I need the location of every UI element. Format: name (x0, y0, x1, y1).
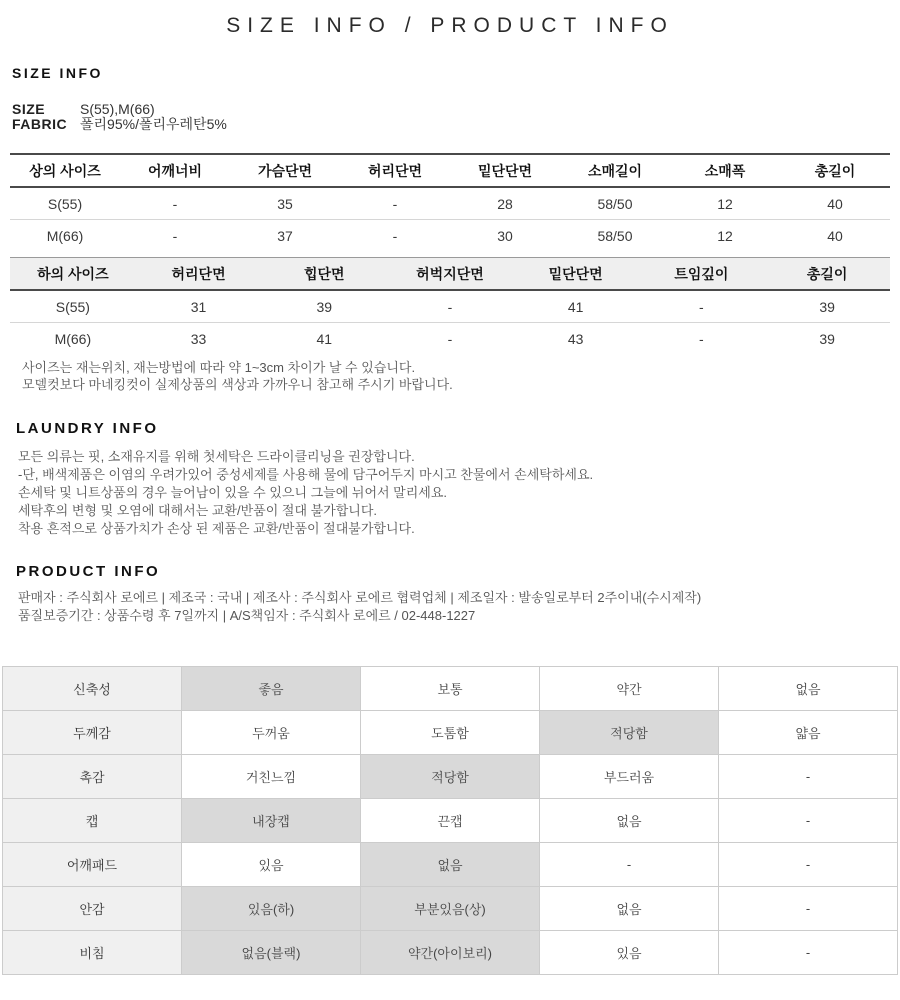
attribute-option: 두꺼움 (182, 711, 361, 755)
size-table-cell: 12 (670, 187, 780, 220)
laundry-info-text (18, 448, 900, 538)
size-table-cell: 30 (497, 227, 513, 244)
attribute-option: - (719, 887, 898, 931)
size-table-cell: 39 (764, 290, 890, 323)
fabric-value: 폴리95%/폴리우레탄5% (80, 116, 227, 132)
text-line: 손세탁 및 니트상품의 경우 늘어남이 있을 수 있으니 그늘에 뉘어서 말리세요. (18, 485, 448, 500)
text-line: 판매자 : 주식회사 로에르 | 제조국 : 국내 | 제조사 : 주식회사 로에르 협력업체 | 제조일자 : 발송일로부터 2주이내(수시제작) (18, 590, 702, 605)
size-table-cell: 33 (190, 330, 207, 347)
attribute-row (3, 799, 898, 843)
attribute-option-selected: 적당함 (361, 755, 540, 799)
size-table-cell: 28 (450, 187, 560, 220)
size-label: SIZE (12, 101, 46, 117)
attribute-option: - (719, 755, 898, 799)
size-table-cell: 41 (316, 330, 333, 347)
attribute-option: 없음 (719, 667, 898, 711)
size-table-cell: 41 (513, 290, 639, 323)
size-table-cell: - (172, 227, 178, 244)
size-table-cell: 39 (261, 290, 387, 323)
attribute-row (3, 711, 898, 755)
attribute-label: 캡 (3, 799, 182, 843)
size-table-cell: 31 (136, 290, 262, 323)
attribute-option-selected: 부분있음(상) (361, 887, 540, 931)
attribute-label: 촉감 (3, 755, 182, 799)
size-table-header-cell: 상의 사이즈 (10, 154, 120, 187)
size-table-cell: 40 (827, 227, 843, 244)
size-table-cell: - (699, 330, 704, 347)
size-table-cell: 39 (819, 330, 835, 347)
size-table-header-cell: 소매폭 (670, 154, 780, 187)
attribute-option: - (540, 843, 719, 887)
size-table-header-cell: 가슴단면 (230, 154, 340, 187)
attribute-row (3, 887, 898, 931)
attribute-label: 안감 (3, 887, 182, 931)
size-table-cell: 12 (717, 227, 733, 244)
text-line: 사이즈는 재는위치, 재는방법에 따라 약 1~3cm 차이가 날 수 있습니다. (22, 360, 416, 375)
size-table-cell: 58/50 (597, 227, 633, 244)
top-size-table (10, 153, 890, 251)
attribute-row (3, 931, 898, 975)
product-attributes-table (2, 666, 898, 975)
size-table-header-cell: 밑단단면 (513, 258, 639, 291)
size-table-row (10, 290, 890, 323)
size-table-cell: 43 (567, 330, 584, 347)
size-table-header-cell: 어깨너비 (120, 154, 230, 187)
attribute-option: - (719, 843, 898, 887)
size-table-row (10, 220, 890, 252)
size-table-cell: M(66) (46, 227, 84, 244)
attribute-option: 부드러움 (540, 755, 719, 799)
text-line: 모델컷보다 마네킹컷이 실제상품의 색상과 가까우니 참고해 주시기 바랍니다. (22, 377, 453, 392)
size-table-cell: - (120, 187, 230, 220)
attribute-label: 두께감 (3, 711, 182, 755)
attribute-option: 약간 (540, 667, 719, 711)
attribute-row (3, 667, 898, 711)
size-table-header-row (10, 258, 890, 291)
size-table-header-cell: 허리단면 (340, 154, 450, 187)
size-table-header-row (10, 154, 890, 187)
size-notes (22, 359, 900, 393)
attribute-option: 끈캡 (361, 799, 540, 843)
fabric-meta-row (12, 117, 900, 132)
text-line: 품질보증기간 : 상품수령 후 7일까지 | A/S책임자 : 주식회사 로에르 / 02-448-1227 (18, 608, 476, 623)
size-table-cell: M(66) (54, 330, 92, 347)
attribute-option-selected: 있음(하) (182, 887, 361, 931)
size-table-header-cell: 하의 사이즈 (10, 258, 136, 291)
size-table-header-cell: 총길이 (780, 154, 890, 187)
size-value: S(55),M(66) (80, 101, 155, 117)
product-info-text (18, 589, 900, 625)
size-table-cell: 58/50 (560, 187, 670, 220)
text-line: 모든 의류는 핏, 소재유지를 위해 첫세탁은 드라이클리닝을 권장합니다. (18, 449, 415, 464)
size-info-heading: SIZE INFO (12, 65, 103, 81)
attribute-option: - (719, 799, 898, 843)
size-table-row (10, 323, 890, 355)
attribute-option: 있음 (182, 843, 361, 887)
attribute-option: 보통 (361, 667, 540, 711)
attribute-option-selected: 없음 (361, 843, 540, 887)
attribute-label: 신축성 (3, 667, 182, 711)
attribute-option-selected: 약간(아이보리) (361, 931, 540, 975)
attribute-option: 거친느낌 (182, 755, 361, 799)
size-table-header-cell: 트임깊이 (639, 258, 765, 291)
text-line: 착용 흔적으로 상품가치가 손상 된 제품은 교환/반품이 절대불가합니다. (18, 521, 415, 536)
size-table-cell: - (447, 330, 453, 347)
fabric-label: FABRIC (12, 116, 68, 132)
product-info-heading: PRODUCT INFO (16, 563, 161, 580)
attribute-row (3, 843, 898, 887)
size-table-header-cell: 허벅지단면 (387, 258, 513, 291)
size-table-header-cell: 밑단단면 (450, 154, 560, 187)
text-line: -단, 배색제품은 이염의 우려가있어 중성세제를 사용해 물에 담구어두지 마시고 찬물에서 손세탁하세요. (18, 467, 594, 482)
bottom-size-table (10, 257, 890, 354)
attribute-option: 얇음 (719, 711, 898, 755)
size-table-cell: - (387, 290, 513, 323)
attribute-option-selected: 적당함 (540, 711, 719, 755)
size-table-header-cell: 허리단면 (136, 258, 262, 291)
attribute-option: 있음 (540, 931, 719, 975)
size-table-cell: 40 (780, 187, 890, 220)
attribute-option-selected: 없음(블랙) (182, 931, 361, 975)
attribute-option: - (719, 931, 898, 975)
size-table-cell: 35 (230, 187, 340, 220)
attribute-label: 어깨패드 (3, 843, 182, 887)
size-table-cell: - (392, 227, 398, 244)
attribute-option: 없음 (540, 799, 719, 843)
size-table-header-cell: 힙단면 (261, 258, 387, 291)
attribute-option-selected: 내장캡 (182, 799, 361, 843)
size-table-header-cell: 총길이 (764, 258, 890, 291)
size-table-cell: S(55) (10, 187, 120, 220)
attribute-label: 비침 (3, 931, 182, 975)
size-meta-row (12, 102, 900, 117)
size-meta-block (12, 102, 900, 132)
laundry-info-heading: LAUNDRY INFO (16, 420, 159, 437)
page-title: SIZE INFO / PRODUCT INFO (226, 14, 674, 37)
size-table-row (10, 187, 890, 220)
size-table-cell: 37 (277, 227, 293, 244)
size-table-cell: S(55) (10, 290, 136, 323)
text-line: 세탁후의 변형 및 오염에 대해서는 교환/반품이 절대 불가합니다. (18, 503, 378, 518)
attribute-row (3, 755, 898, 799)
size-table-cell: - (340, 187, 450, 220)
size-table-header-cell: 소매길이 (560, 154, 670, 187)
attribute-option: 도톰함 (361, 711, 540, 755)
size-table-cell: - (639, 290, 765, 323)
attribute-option-selected: 좋음 (182, 667, 361, 711)
attribute-option: 없음 (540, 887, 719, 931)
